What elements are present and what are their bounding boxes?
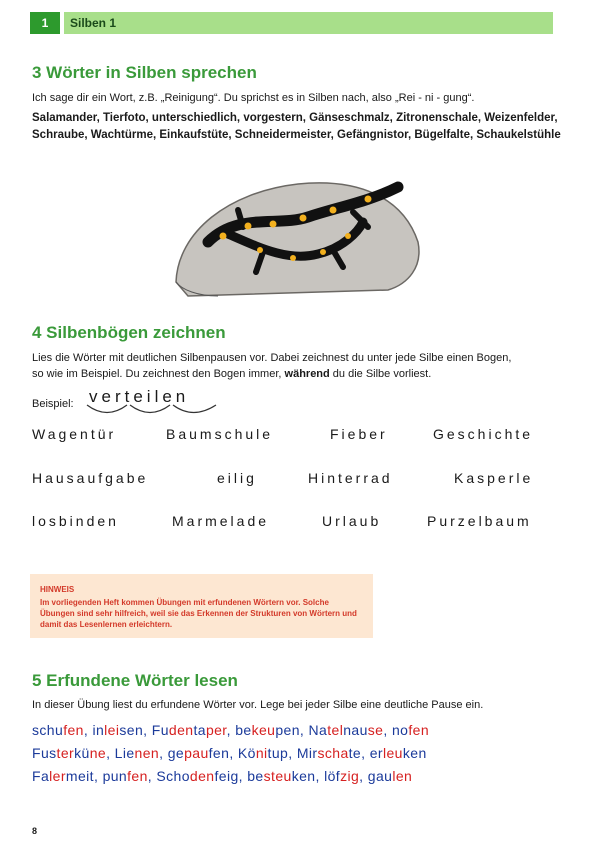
section-3-title: 3 Wörter in Silben sprechen (32, 63, 257, 82)
syllable-word: Kasperle (454, 470, 534, 486)
syllable-word: Hausaufgabe (32, 470, 149, 486)
chapter-header (30, 12, 553, 34)
syllable: sen (119, 722, 144, 738)
syllable: Fa (32, 768, 50, 784)
syllable: keu (251, 722, 276, 738)
syllable: löf (324, 768, 341, 784)
syllable-arc (173, 405, 216, 413)
hint-box (30, 574, 373, 638)
syllable: ter (56, 745, 75, 761)
intro-text-start: so wie im Beispiel. Du zeichnest den Bogen immer, (32, 368, 285, 380)
invented-word (247, 768, 315, 784)
syllable: te (348, 745, 362, 761)
syllable: nau (343, 722, 368, 738)
invented-word (156, 768, 238, 784)
syllable: ken (291, 768, 316, 784)
syllable: leu (382, 745, 403, 761)
section-4-intro-line-2 (32, 366, 431, 382)
hint-title: HINWEIS (40, 585, 75, 594)
syllable: kü (74, 745, 90, 761)
invented-word (168, 745, 230, 761)
invented-word (392, 722, 429, 738)
hint-body: Im vorliegenden Heft kommen Übungen mit erfundenen Wörtern vor. Solche Übungen sind sehr hilfreich, weil sie das Erkennen der Strukturen von Wörtern und damit das Lesenlernen erleichtern. (40, 598, 357, 629)
intro-emphasis: während (284, 368, 330, 380)
syllable-word: losbinden (32, 513, 119, 529)
syllable: ge (167, 745, 185, 761)
syllable: Scho (156, 768, 190, 784)
syllable: fen (208, 745, 230, 761)
syllable: ne (89, 745, 107, 761)
syllable: den (168, 722, 194, 738)
header-divider (60, 12, 64, 34)
syllable: er (369, 745, 383, 761)
syllable: feig (214, 768, 239, 784)
syllable: tup (267, 745, 289, 761)
syllable-arc (130, 405, 170, 413)
chapter-title: Silben 1 (70, 16, 117, 30)
syllable: ler (49, 768, 66, 784)
section-3-word-list: Salamander, Tierfoto, unterschiedlich, vorgestern, Gänseschmalz, Zitronenschale, Weizenfelder, Schraube, Wachtürme, Einkaufstüte, Schneidermeister, Gefängnistor, Bügelfalte, Schaukelstühle (32, 112, 561, 141)
syllable: Mir (296, 745, 318, 761)
syllable: per (205, 722, 227, 738)
section-5-title: 5 Erfundene Wörter lesen (32, 671, 238, 690)
syllable: be (247, 768, 264, 784)
salamander-illustration (168, 172, 423, 300)
invented-word (152, 722, 227, 738)
syllable: Lie (114, 745, 135, 761)
syllable-word: Hinterrad (308, 470, 393, 486)
syllable: no (391, 722, 409, 738)
invented-word (324, 768, 359, 784)
chapter-number: 1 (30, 12, 60, 34)
invented-word (92, 722, 143, 738)
intro-text-end: du die Silbe vorliest. (329, 368, 432, 380)
syllable: steu (263, 768, 292, 784)
syllable: pau (184, 745, 209, 761)
syllable: be (235, 722, 252, 738)
invented-word (32, 745, 106, 761)
invented-words-line: Fusterküne, Lienen, gepaufen, Könitup, Mirschate, erleuken (32, 745, 427, 761)
syllable: se (367, 722, 384, 738)
example-label: Beispiel: (32, 398, 74, 410)
section-4-intro-line-1: Lies die Wörter mit deutlichen Silbenpausen vor. Dabei zeichnest du unter jede Silbe einen Bogen, (32, 352, 512, 364)
invented-words-line: Falermeit, punfen, Schodenfeig, besteuken, löfzig, gaulen (32, 768, 413, 784)
syllable: Na (308, 722, 328, 738)
invented-word (370, 745, 427, 761)
syllable-word: Fieber (330, 426, 388, 442)
syllable: schu (32, 722, 64, 738)
syllable: len (392, 768, 413, 784)
syllable: fen (63, 722, 84, 738)
syllable: Fus (32, 745, 57, 761)
syllable-word: Purzelbaum (427, 513, 532, 529)
syllable: zig (340, 768, 360, 784)
syllable: scha (317, 745, 349, 761)
syllable-word: Urlaub (322, 513, 382, 529)
example-syllable-arcs (84, 402, 224, 418)
invented-word (368, 768, 412, 784)
syllable-word: Marmelade (172, 513, 270, 529)
syllable: in (92, 722, 105, 738)
invented-word (115, 745, 159, 761)
invented-word (32, 768, 94, 784)
syllable: pun (102, 768, 128, 784)
syllable: fen (127, 768, 148, 784)
section-5-intro: In dieser Übung liest du erfundene Wörter vor. Lege bei jeder Silbe eine deutliche Pause ein. (32, 699, 484, 711)
syllable-word: Baumschule (166, 426, 274, 442)
invented-words-line: schufen, inleisen, Fudentaper, bekeupen, Natelnause, nofen (32, 722, 430, 738)
syllable-word: eilig (217, 470, 257, 486)
syllable-arc (87, 405, 127, 413)
invented-word (309, 722, 384, 738)
invented-word (103, 768, 148, 784)
syllable: pen (275, 722, 300, 738)
invented-word (238, 745, 288, 761)
syllable-word: Wagentür (32, 426, 117, 442)
syllable: Kö (237, 745, 256, 761)
syllable-word: Geschichte (433, 426, 534, 442)
invented-word (297, 745, 361, 761)
syllable: den (189, 768, 215, 784)
syllable: meit (65, 768, 94, 784)
syllable: ken (402, 745, 427, 761)
invented-word (235, 722, 300, 738)
page-number: 8 (32, 826, 38, 836)
syllable: tel (327, 722, 344, 738)
section-3-intro: Ich sage dir ein Wort, z.B. „Reinigung“. Du sprichst es in Silben nach, also „Rei - ni - gung“. (32, 92, 475, 104)
syllable: ta (193, 722, 206, 738)
syllable: ni (255, 745, 268, 761)
syllable: Fu (151, 722, 169, 738)
syllable: nen (134, 745, 160, 761)
syllable: fen (408, 722, 430, 738)
invented-word (32, 722, 84, 738)
section-4-title: 4 Silbenbögen zeichnen (32, 323, 226, 342)
example-word: verteilen (89, 387, 190, 406)
syllable: gau (367, 768, 393, 784)
syllable: lei (104, 722, 120, 738)
